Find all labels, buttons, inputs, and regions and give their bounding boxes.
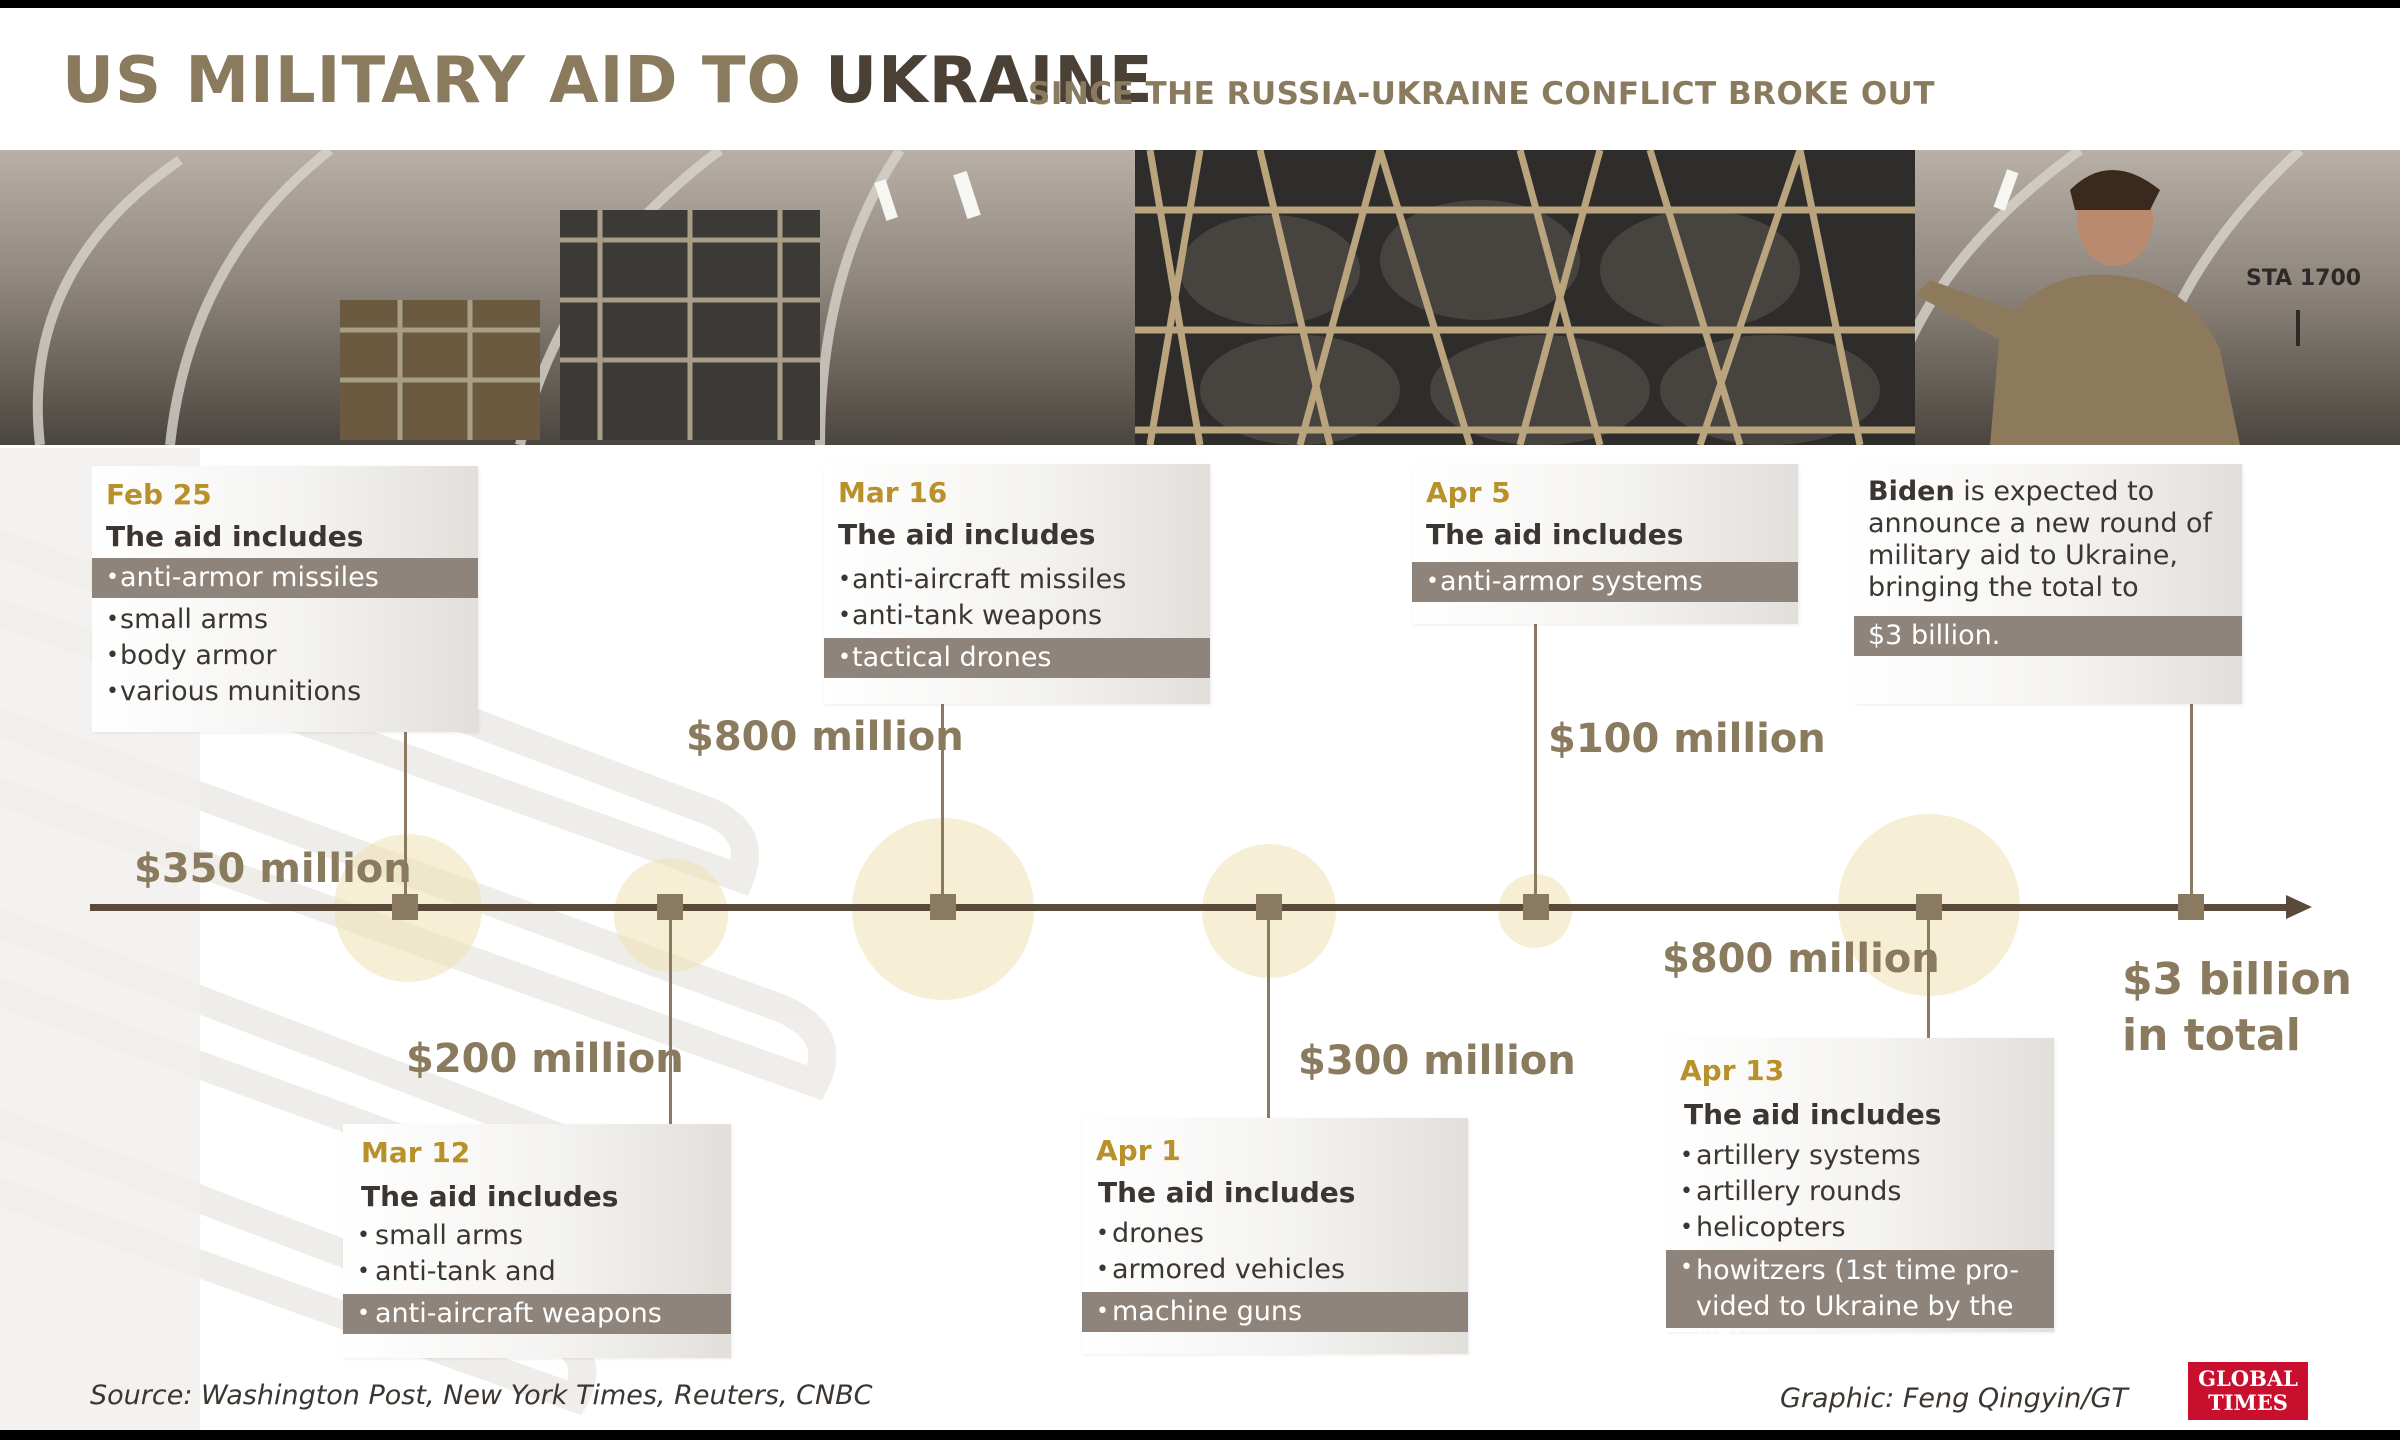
- event-item: • anti-tank weapons: [824, 598, 1210, 634]
- timeline-marker-mar16: [930, 894, 956, 920]
- event-item: • various munitions: [92, 674, 478, 710]
- connector-apr5: [1534, 620, 1537, 908]
- future-aid-card: [1854, 464, 2242, 704]
- event-item: • anti-tank and: [343, 1254, 731, 1290]
- graphic-credit: Graphic: Feng Qingyin/GT: [1780, 1383, 2128, 1414]
- event-date: Apr 13: [1680, 1054, 1785, 1087]
- cargo-aircraft-photo: [0, 150, 2400, 445]
- source-credit: Source: Washington Post, New York Times, Reuters, CNBC: [90, 1380, 873, 1411]
- infographic-canvas: [0, 8, 2400, 1430]
- future-aid-total: $3 billion.: [1854, 616, 2242, 656]
- amount-apr1: $300 million: [1298, 1038, 1576, 1084]
- event-item-list: [824, 562, 1210, 678]
- logo-line-2: TIMES: [2208, 1390, 2288, 1415]
- timeline-marker-mar12: [657, 894, 683, 920]
- event-item-list: [1666, 1138, 2054, 1358]
- future-aid-name: Biden: [1868, 476, 1955, 507]
- event-card-apr13: [1666, 1038, 2054, 1358]
- total-line-2: in total: [2122, 1010, 2301, 1061]
- event-intro: The aid includes: [838, 518, 1096, 551]
- event-date: Apr 5: [1426, 476, 1511, 509]
- connector-apr1: [1267, 908, 1270, 1120]
- event-intro: The aid includes: [1098, 1176, 1356, 1209]
- event-item: • armored vehicles: [1082, 1252, 1468, 1288]
- event-item: • anti-aircraft missiles: [824, 562, 1210, 598]
- event-item: • artillery systems: [1666, 1138, 2054, 1174]
- event-card-mar12: [343, 1124, 731, 1358]
- event-item: • artillery rounds: [1666, 1174, 2054, 1210]
- event-date: Mar 16: [838, 476, 948, 509]
- cargo-aircraft-illustration: [0, 150, 2400, 445]
- event-item-highlighted: • howitzers (1st time pro-vided to Ukraine by the US): [1666, 1250, 2054, 1328]
- event-intro: The aid includes: [1426, 518, 1684, 551]
- timeline-marker-future: [2178, 894, 2204, 920]
- event-item: • drones: [1082, 1216, 1468, 1252]
- timeline-marker-apr5: [1523, 894, 1549, 920]
- title-emphasis: UKRAINE: [825, 44, 1154, 118]
- total-amount: [2122, 952, 2352, 1064]
- timeline-axis: [90, 904, 2290, 911]
- event-item-list: [92, 558, 478, 710]
- event-intro: The aid includes: [1684, 1098, 1942, 1131]
- timeline-arrow-icon: [2286, 895, 2312, 919]
- event-intro: The aid includes: [361, 1180, 619, 1213]
- page-subtitle: SINCE THE RUSSIA-UKRAINE CONFLICT BROKE OUT: [1028, 76, 1935, 112]
- connector-future: [2190, 698, 2193, 908]
- event-item: • helicopters: [1666, 1210, 2054, 1246]
- amount-mar16: $800 million: [686, 714, 964, 760]
- connector-mar12: [669, 908, 672, 1126]
- station-label: STA 1700: [2246, 266, 2362, 291]
- future-aid-text: is expected to announce a new round of military aid to Ukraine, bringing the total to: [1868, 476, 2213, 603]
- amount-mar12: $200 million: [406, 1036, 684, 1082]
- event-date: Feb 25: [106, 478, 212, 511]
- logo-line-1: GLOBAL: [2198, 1366, 2298, 1391]
- amount-feb25: $350 million: [134, 846, 412, 892]
- event-intro: The aid includes: [106, 520, 364, 553]
- amount-apr5: $100 million: [1548, 716, 1826, 762]
- event-date: Mar 12: [361, 1136, 471, 1169]
- event-card-apr1: [1082, 1118, 1468, 1354]
- event-card-feb25: [92, 466, 478, 732]
- event-item-list: [1412, 562, 1798, 602]
- timeline-marker-feb25: [392, 894, 418, 920]
- event-item-highlighted: • tactical drones: [824, 638, 1210, 678]
- event-item: • small arms: [343, 1218, 731, 1254]
- timeline-marker-apr1: [1256, 894, 1282, 920]
- event-card-apr5: [1412, 464, 1798, 624]
- event-item: • small arms: [92, 602, 478, 638]
- event-item-highlighted: • anti-armor missiles: [92, 558, 478, 598]
- global-times-logo: [2188, 1362, 2308, 1420]
- event-item-list: [1082, 1216, 1468, 1332]
- event-card-mar16: [824, 464, 1210, 704]
- page-title: [62, 44, 1154, 118]
- timeline-marker-apr13: [1916, 894, 1942, 920]
- event-item: • body armor: [92, 638, 478, 674]
- event-item-list: [343, 1218, 731, 1334]
- event-item-highlighted: • machine guns: [1082, 1292, 1468, 1332]
- title-prefix: US MILITARY AID TO: [62, 44, 826, 118]
- total-line-1: $3 billion: [2122, 954, 2352, 1005]
- event-item-highlighted: • anti-aircraft weapons: [343, 1294, 731, 1334]
- amount-apr13: $800 million: [1662, 936, 1940, 982]
- event-item-highlighted: • anti-armor systems: [1412, 562, 1798, 602]
- future-aid-note: [1868, 476, 2238, 604]
- event-date: Apr 1: [1096, 1134, 1181, 1167]
